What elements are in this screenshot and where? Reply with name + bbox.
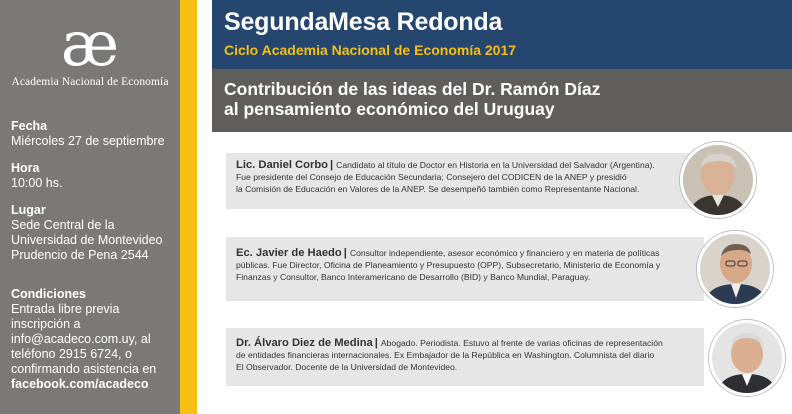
place-line: Universidad de Montevideo	[11, 233, 163, 247]
speaker-card	[226, 328, 704, 386]
speaker-photo-diez-de-medina	[709, 320, 785, 396]
conditions-line: confirmando asistencia en	[11, 362, 157, 376]
place-label: Lugar	[11, 203, 46, 217]
speaker-photo-haedo	[697, 231, 773, 307]
header-banner	[212, 0, 792, 69]
speaker-card	[226, 153, 704, 209]
sidebar	[0, 0, 180, 414]
topic-banner	[212, 69, 792, 132]
person-portrait-icon	[700, 234, 770, 304]
conditions-line: inscripción a	[11, 317, 81, 331]
date-block	[11, 119, 176, 149]
speaker-name: Lic. Daniel Corbo	[236, 159, 328, 171]
conditions-line: teléfono 2915 6724, o	[11, 347, 132, 361]
bio-line: Fue presidente del Consejo de Educación Secundaria; Consejero del CODICEN de la ANEP y presidió	[236, 172, 627, 182]
academy-logo-icon: æ	[60, 7, 120, 80]
bio-line: El Observador. Docente de la Universidad de Montevideo.	[236, 362, 458, 372]
event-subtitle: Ciclo Academia Nacional de Economía 2017	[224, 42, 517, 58]
name-separator: |	[343, 247, 347, 259]
speaker-bio	[226, 153, 704, 195]
bio-line: públicas. Fue Director, Oficina de Planeamiento y Presupuesto (OPP), Subsecretario, Ministerio de Economía y	[236, 260, 661, 270]
date-label: Fecha	[11, 119, 48, 133]
speaker-card	[226, 237, 704, 301]
bio-line: de entidades financieras internacionales. Ex Embajador de la República en Washington. Columnista del diario	[236, 350, 655, 360]
speaker-bio	[226, 328, 704, 373]
date-value: Miércoles 27 de septiembre	[11, 134, 165, 148]
speaker-name: Ec. Javier de Haedo	[236, 247, 342, 259]
conditions-block	[11, 287, 176, 392]
topic-line: al pensamiento económico del Uruguay	[224, 99, 555, 119]
bio-line: Candidato al título de Doctor en Historia en la Universidad del Salvador (Argentina).	[336, 160, 655, 170]
person-portrait-icon	[712, 323, 782, 393]
bio-line: Consultor independiente, asesor económico y financiero y en materia de políticas	[349, 248, 660, 258]
time-block	[11, 161, 176, 191]
person-portrait-icon	[683, 145, 753, 215]
time-label: Hora	[11, 161, 40, 175]
white-divider	[197, 0, 212, 414]
name-separator: |	[374, 337, 378, 349]
facebook-link[interactable]: facebook.com/acadeco	[11, 377, 149, 391]
bio-line: Finanzas y Consultor, Banco Interamericano de Desarrollo (BID) y Banco Mundial, Paraguay.	[236, 272, 591, 282]
bio-line: Abogado. Periodista. Estuvo al frente de varias oficinas de representación	[380, 338, 663, 348]
gold-accent-bar	[180, 0, 197, 414]
speaker-name: Dr. Álvaro Diez de Medina	[236, 337, 373, 349]
conditions-line: info@acadeco.com.uy, al	[11, 332, 151, 346]
topic-line: Contribución de las ideas del Dr. Ramón Díaz	[224, 79, 601, 99]
conditions-line: Entrada libre previa	[11, 302, 120, 316]
speaker-photo-corbo	[680, 142, 756, 218]
speaker-bio	[226, 237, 704, 283]
academy-name: Academia Nacional de Economía	[11, 76, 169, 88]
place-line: Sede Central de la	[11, 218, 115, 232]
place-line: Prudencio de Pena 2544	[11, 248, 149, 262]
event-title: SegundaMesa Redonda	[224, 8, 503, 36]
bio-line: la Comisión de Educación en Valores de la ANEP. Se desempeñó también como Representante Nacional.	[236, 184, 640, 194]
name-separator: |	[330, 159, 334, 171]
time-value: 10:00 hs.	[11, 176, 63, 190]
conditions-label: Condiciones	[11, 287, 87, 301]
place-block	[11, 203, 176, 263]
topic-title	[224, 79, 600, 119]
